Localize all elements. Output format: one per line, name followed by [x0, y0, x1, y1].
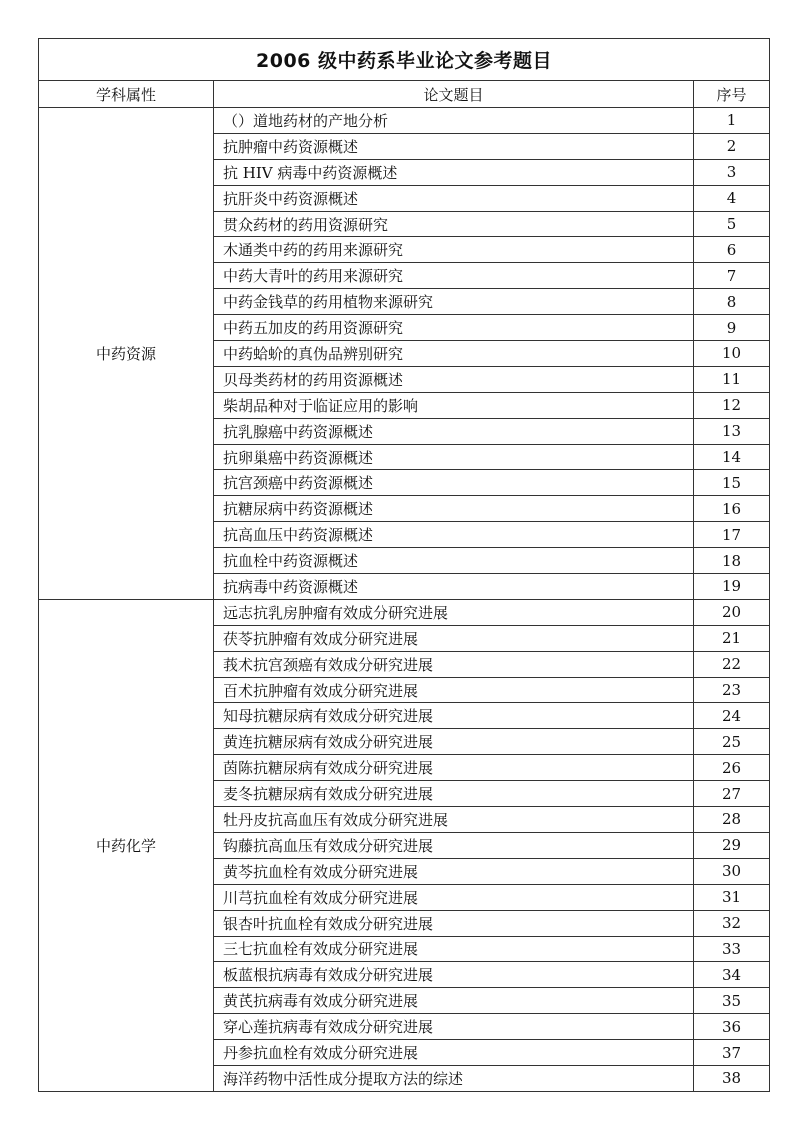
- topic-cell: 莪术抗宫颈癌有效成分研究进展: [214, 651, 694, 677]
- number-cell: 24: [694, 703, 770, 729]
- number-cell: 33: [694, 936, 770, 962]
- topic-cell: 川芎抗血栓有效成分研究进展: [214, 884, 694, 910]
- number-cell: 29: [694, 832, 770, 858]
- topic-cell: 茯苓抗肿瘤有效成分研究进展: [214, 625, 694, 651]
- number-cell: 38: [694, 1065, 770, 1091]
- topic-cell: 抗血栓中药资源概述: [214, 548, 694, 574]
- topic-cell: 海洋药物中活性成分提取方法的综述: [214, 1065, 694, 1091]
- topic-cell: 木通类中药的药用来源研究: [214, 237, 694, 263]
- topic-cell: 茵陈抗糖尿病有效成分研究进展: [214, 755, 694, 781]
- topic-cell: 黄连抗糖尿病有效成分研究进展: [214, 729, 694, 755]
- number-cell: 32: [694, 910, 770, 936]
- table-body: [39, 39, 770, 1092]
- number-cell: 17: [694, 522, 770, 548]
- topic-cell: 抗高血压中药资源概述: [214, 522, 694, 548]
- header-number: 序号: [694, 81, 770, 108]
- number-cell: 21: [694, 625, 770, 651]
- topic-cell: 抗宫颈癌中药资源概述: [214, 470, 694, 496]
- number-cell: 25: [694, 729, 770, 755]
- number-cell: 12: [694, 392, 770, 418]
- title-row: [39, 39, 770, 81]
- number-cell: 34: [694, 962, 770, 988]
- topic-cell: 黄芪抗病毒有效成分研究进展: [214, 988, 694, 1014]
- thesis-topics-table: [38, 38, 770, 1092]
- number-cell: 9: [694, 315, 770, 341]
- topic-cell: 贝母类药材的药用资源概述: [214, 366, 694, 392]
- topic-cell: 抗卵巢癌中药资源概述: [214, 444, 694, 470]
- topic-cell: 抗肿瘤中药资源概述: [214, 133, 694, 159]
- number-cell: 8: [694, 289, 770, 315]
- subject-cell: 中药资源: [39, 108, 214, 600]
- topic-cell: 远志抗乳房肿瘤有效成分研究进展: [214, 599, 694, 625]
- number-cell: 20: [694, 599, 770, 625]
- topic-cell: 银杏叶抗血栓有效成分研究进展: [214, 910, 694, 936]
- topic-cell: 中药蛤蚧的真伪品辨别研究: [214, 341, 694, 367]
- number-cell: 1: [694, 108, 770, 134]
- table-row: [39, 599, 770, 625]
- topic-cell: 抗糖尿病中药资源概述: [214, 496, 694, 522]
- topic-cell: 牡丹皮抗高血压有效成分研究进展: [214, 807, 694, 833]
- number-cell: 5: [694, 211, 770, 237]
- topic-cell: 贯众药材的药用资源研究: [214, 211, 694, 237]
- number-cell: 16: [694, 496, 770, 522]
- number-cell: 18: [694, 548, 770, 574]
- number-cell: 4: [694, 185, 770, 211]
- topic-cell: 中药大青叶的药用来源研究: [214, 263, 694, 289]
- number-cell: 36: [694, 1014, 770, 1040]
- topic-cell: 中药金钱草的药用植物来源研究: [214, 289, 694, 315]
- header-topic: 论文题目: [214, 81, 694, 108]
- number-cell: 2: [694, 133, 770, 159]
- topic-cell: 抗 HIV 病毒中药资源概述: [214, 159, 694, 185]
- number-cell: 7: [694, 263, 770, 289]
- number-cell: 27: [694, 781, 770, 807]
- number-cell: 35: [694, 988, 770, 1014]
- topic-cell: 穿心莲抗病毒有效成分研究进展: [214, 1014, 694, 1040]
- topic-cell: 黄芩抗血栓有效成分研究进展: [214, 858, 694, 884]
- number-cell: 11: [694, 366, 770, 392]
- number-cell: 13: [694, 418, 770, 444]
- table-row: [39, 108, 770, 134]
- header-subject: 学科属性: [39, 81, 214, 108]
- topic-cell: （）道地药材的产地分析: [214, 108, 694, 134]
- number-cell: 19: [694, 574, 770, 600]
- topic-cell: 麦冬抗糖尿病有效成分研究进展: [214, 781, 694, 807]
- number-cell: 28: [694, 807, 770, 833]
- topic-cell: 三七抗血栓有效成分研究进展: [214, 936, 694, 962]
- subject-cell: 中药化学: [39, 599, 214, 1091]
- topic-cell: 中药五加皮的药用资源研究: [214, 315, 694, 341]
- number-cell: 15: [694, 470, 770, 496]
- number-cell: 22: [694, 651, 770, 677]
- number-cell: 3: [694, 159, 770, 185]
- number-cell: 30: [694, 858, 770, 884]
- topic-cell: 百术抗肿瘤有效成分研究进展: [214, 677, 694, 703]
- topic-cell: 抗乳腺癌中药资源概述: [214, 418, 694, 444]
- number-cell: 14: [694, 444, 770, 470]
- number-cell: 31: [694, 884, 770, 910]
- topic-cell: 抗病毒中药资源概述: [214, 574, 694, 600]
- topic-cell: 知母抗糖尿病有效成分研究进展: [214, 703, 694, 729]
- number-cell: 10: [694, 341, 770, 367]
- topic-cell: 抗肝炎中药资源概述: [214, 185, 694, 211]
- number-cell: 26: [694, 755, 770, 781]
- header-row: [39, 81, 770, 108]
- number-cell: 6: [694, 237, 770, 263]
- topic-cell: 板蓝根抗病毒有效成分研究进展: [214, 962, 694, 988]
- topic-cell: 丹参抗血栓有效成分研究进展: [214, 1040, 694, 1066]
- number-cell: 37: [694, 1040, 770, 1066]
- topic-cell: 钩藤抗高血压有效成分研究进展: [214, 832, 694, 858]
- document-title: 2006 级中药系毕业论文参考题目: [39, 39, 770, 81]
- topic-cell: 柴胡品种对于临证应用的影响: [214, 392, 694, 418]
- number-cell: 23: [694, 677, 770, 703]
